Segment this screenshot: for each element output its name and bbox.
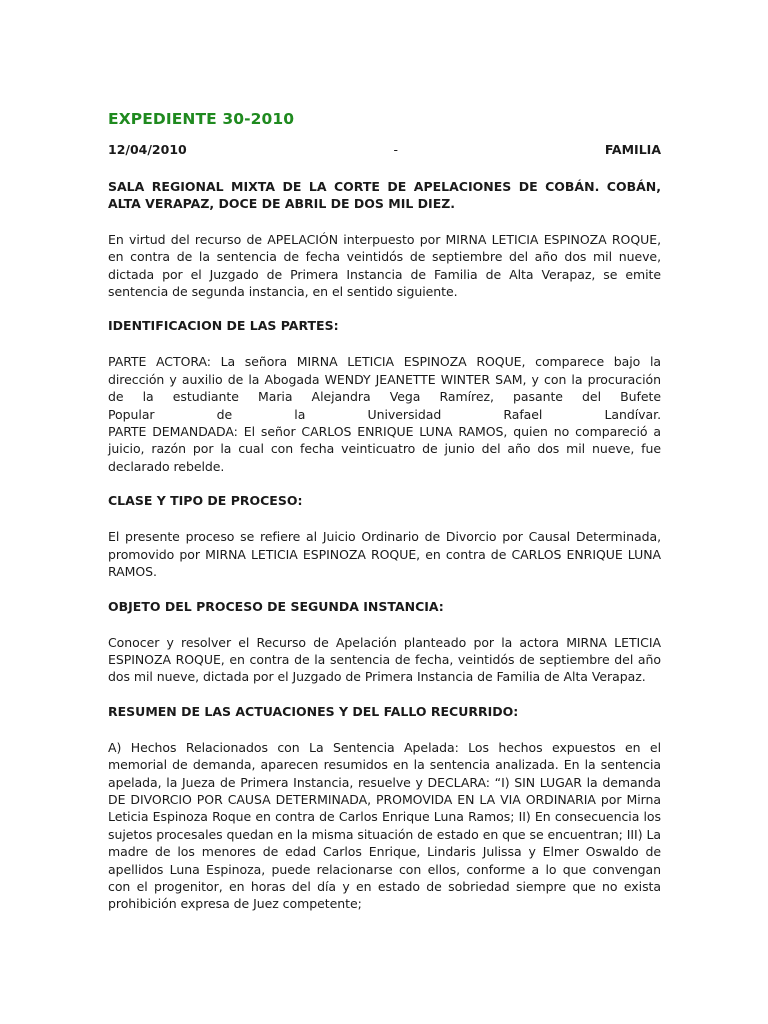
parte-actora-continuation: Popular de la Universidad Rafael Landívar. xyxy=(108,406,661,422)
object-paragraph: Conocer y resolver el Recurso de Apelación planteado por la actora MIRNA LETICIA ESPINOZA ROQUE, en contra de la sentencia de fecha, veintidós de septiembre del año dos mil nueve, dictada por el Juzgado de Primera Instancia de Familia de Alta Verapaz. xyxy=(108,634,661,685)
parte-actora-text: PARTE ACTORA: La señora MIRNA LETICIA ESPINOZA ROQUE, comparece bajo la dirección y auxilio de la Abogada WENDY JEANETTE WINTER SAM, y con la procuración de la estudiante Maria Alejandra Vega Ramírez, pasante del Bufete xyxy=(108,354,661,405)
summary-paragraph: A) Hechos Relacionados con La Sentencia Apelada: Los hechos expuestos en el memorial de demanda, aparecen resumidos en la sentencia analizada. En la sentencia apelada, la Jueza de Primera Instancia, resuelve y DECLARA: “I) SIN LUGAR la demanda DE DIVORCIO POR CAUSA DETERMINADA, PROMOVIDA EN LA VIA ORDINARIA por Mirna Leticia Espinoza Roque en contra de Carlos Enrique Luna Ramos; II) En consecuencia los sujetos procesales quedan en la misma situación de estado en que se encuentran; III) La madre de los menores de edad Carlos Enrique, Lindaris Julissa y Elmer Oswaldo de apellidos Luna Espinoza, puede relacionarse con ellos, conforme a lo que convengan con el progenitor, en horas del día y en estado de sobriedad siempre que no exista prohibición expresa de Juez competente; xyxy=(108,739,661,912)
document-category: FAMILIA xyxy=(604,142,661,157)
document-date: 12/04/2010 xyxy=(108,142,187,157)
document-page xyxy=(108,110,661,930)
parties-paragraph xyxy=(108,353,661,475)
parties-heading: IDENTIFICACION DE LAS PARTES: xyxy=(108,318,339,334)
court-heading: SALA REGIONAL MIXTA DE LA CORTE DE APELACIONES DE COBÁN. COBÁN, ALTA VERAPAZ, DOCE DE ABRIL DE DOS MIL DIEZ. xyxy=(108,179,661,212)
summary-heading: RESUMEN DE LAS ACTUACIONES Y DEL FALLO RECURRIDO: xyxy=(108,703,519,719)
expediente-title: EXPEDIENTE 30-2010 xyxy=(108,110,295,128)
process-heading: CLASE Y TIPO DE PROCESO: xyxy=(108,493,303,509)
process-paragraph: El presente proceso se refiere al Juicio Ordinario de Divorcio por Causal Determinada, promovido por MIRNA LETICIA ESPINOZA ROQUE, en contra de CARLOS ENRIQUE LUNA RAMOS. xyxy=(108,529,661,580)
object-heading: OBJETO DEL PROCESO DE SEGUNDA INSTANCIA: xyxy=(108,598,444,614)
parte-demandada-text: PARTE DEMANDADA: El señor CARLOS ENRIQUE LUNA RAMOS, quien no compareció a juicio, razón por la cual con fecha veinticuatro de junio del año dos mil nueve, fue declarado rebelde. xyxy=(108,424,661,474)
intro-paragraph: En virtud del recurso de APELACIÓN interpuesto por MIRNA LETICIA ESPINOZA ROQUE, en contra de la sentencia de fecha veintidós de septiembre del año dos mil nueve, dictada por el Juzgado de Primera Instancia de Familia de Alta Verapaz, se emite sentencia de segunda instancia, en el sentido siguiente. xyxy=(108,231,661,300)
date-line xyxy=(108,142,661,157)
date-separator: - xyxy=(393,142,399,157)
